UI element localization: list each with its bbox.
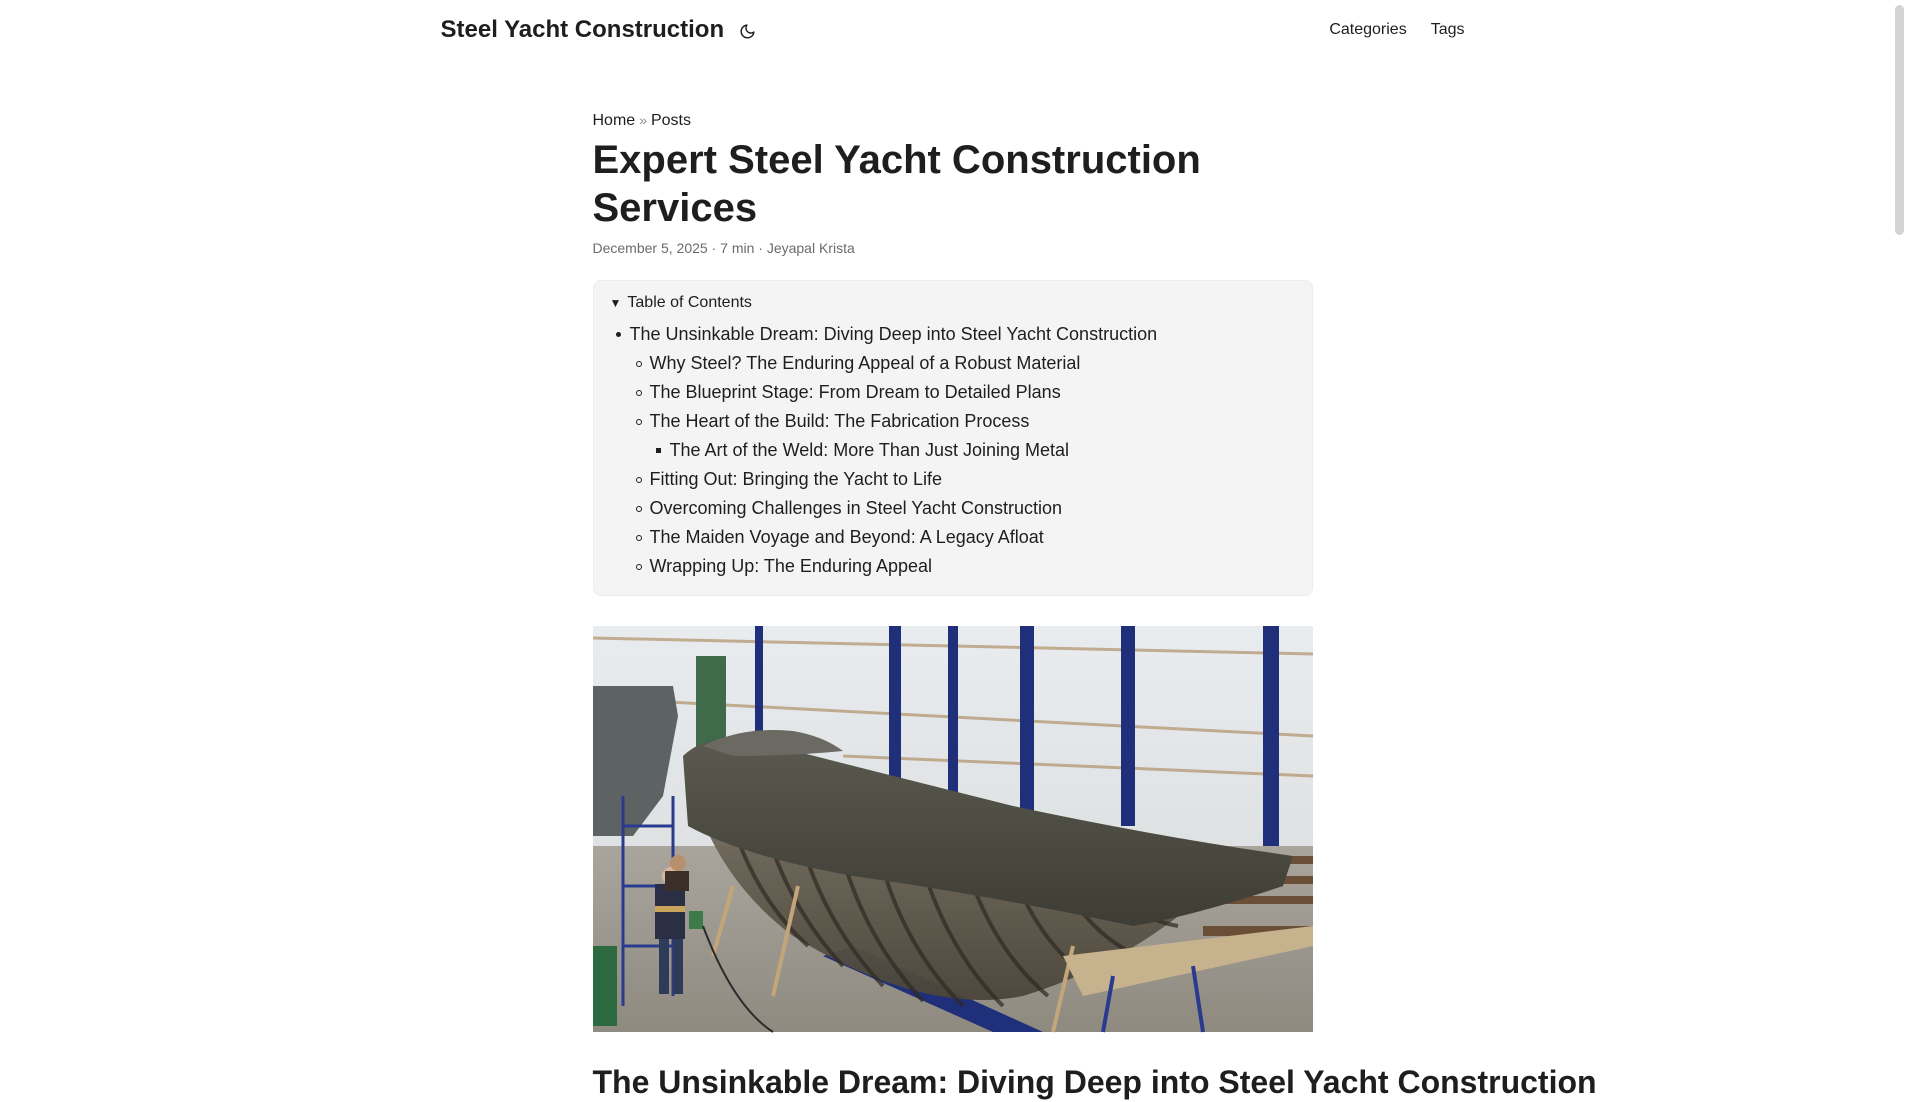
toc-item [650,465,1296,494]
toc-item [650,494,1296,523]
disc-bullet-icon [616,332,621,337]
post-read-time: 7 min [720,240,755,256]
post-meta [593,238,1313,258]
toc-link[interactable]: The Maiden Voyage and Beyond: A Legacy Afloat [649,527,1044,547]
page-title: Expert Steel Yacht Construction Services [592,138,1201,230]
toc-link[interactable]: The Heart of the Build: The Fabrication Process [649,411,1030,431]
toc-item [650,552,1296,581]
meta-separator: · [754,240,767,256]
circle-bullet-icon [636,419,642,425]
square-bullet-icon [656,448,661,453]
toc-sublist [650,436,1296,465]
main-nav [1329,21,1464,39]
cover-image [593,626,1313,1032]
circle-bullet-icon [636,477,642,483]
post-date: December 5, 2025 [592,240,708,256]
breadcrumb [593,109,1313,132]
toc-link[interactable]: Fitting Out: Bringing the Yacht to Life [649,469,942,489]
page-scrollbar[interactable] [1890,0,1905,1080]
circle-bullet-icon [636,361,642,367]
site-header [441,0,1465,60]
toc-item [630,320,1296,581]
meta-separator: · [707,240,721,256]
toc-link[interactable]: The Art of the Weld: More Than Just Joining Metal [669,440,1070,460]
nav-link-tags[interactable]: Tags [1430,21,1465,38]
moon-icon [739,23,756,40]
toc-link[interactable]: Wrapping Up: The Enduring Appeal [649,556,933,576]
scrollbar-thumb[interactable] [1895,5,1904,235]
breadcrumb-separator: » [639,112,647,128]
logo-switches [441,16,757,44]
toc-item [650,378,1296,407]
nav-link-categories[interactable]: Categories [1329,21,1407,38]
toc-item [650,407,1296,465]
toc-link[interactable]: Overcoming Challenges in Steel Yacht Construction [649,498,1063,518]
toc-item [650,523,1296,552]
circle-bullet-icon [636,390,642,396]
toc-link[interactable]: Why Steel? The Enduring Appeal of a Robust Material [649,353,1081,373]
toc-list [610,320,1296,581]
post-author: Jeyapal Krista [766,240,855,256]
site-logo-link[interactable]: Steel Yacht Construction [440,16,725,43]
section-heading: The Unsinkable Dream: Diving Deep into Steel Yacht Construction [592,1064,1597,1100]
toc-item [670,436,1296,465]
toc-link[interactable]: The Unsinkable Dream: Diving Deep into Steel Yacht Construction [629,324,1158,344]
toc-toggle[interactable] [610,291,1296,315]
table-of-contents [593,280,1313,596]
circle-bullet-icon [636,535,642,541]
breadcrumb-home-link[interactable]: Home [592,112,636,129]
breadcrumb-posts-link[interactable]: Posts [650,112,691,129]
toc-sublist [630,349,1296,581]
theme-toggle-button[interactable] [738,22,756,40]
triangle-down-icon: ▼ [609,296,622,310]
yacht-hull-photo [593,626,1313,1032]
circle-bullet-icon [636,506,642,512]
toc-summary-label: Table of Contents [627,294,752,311]
toc-link[interactable]: The Blueprint Stage: From Dream to Detailed Plans [649,382,1061,402]
circle-bullet-icon [636,564,642,570]
toc-item [650,349,1296,378]
post-main [592,60,1597,1102]
